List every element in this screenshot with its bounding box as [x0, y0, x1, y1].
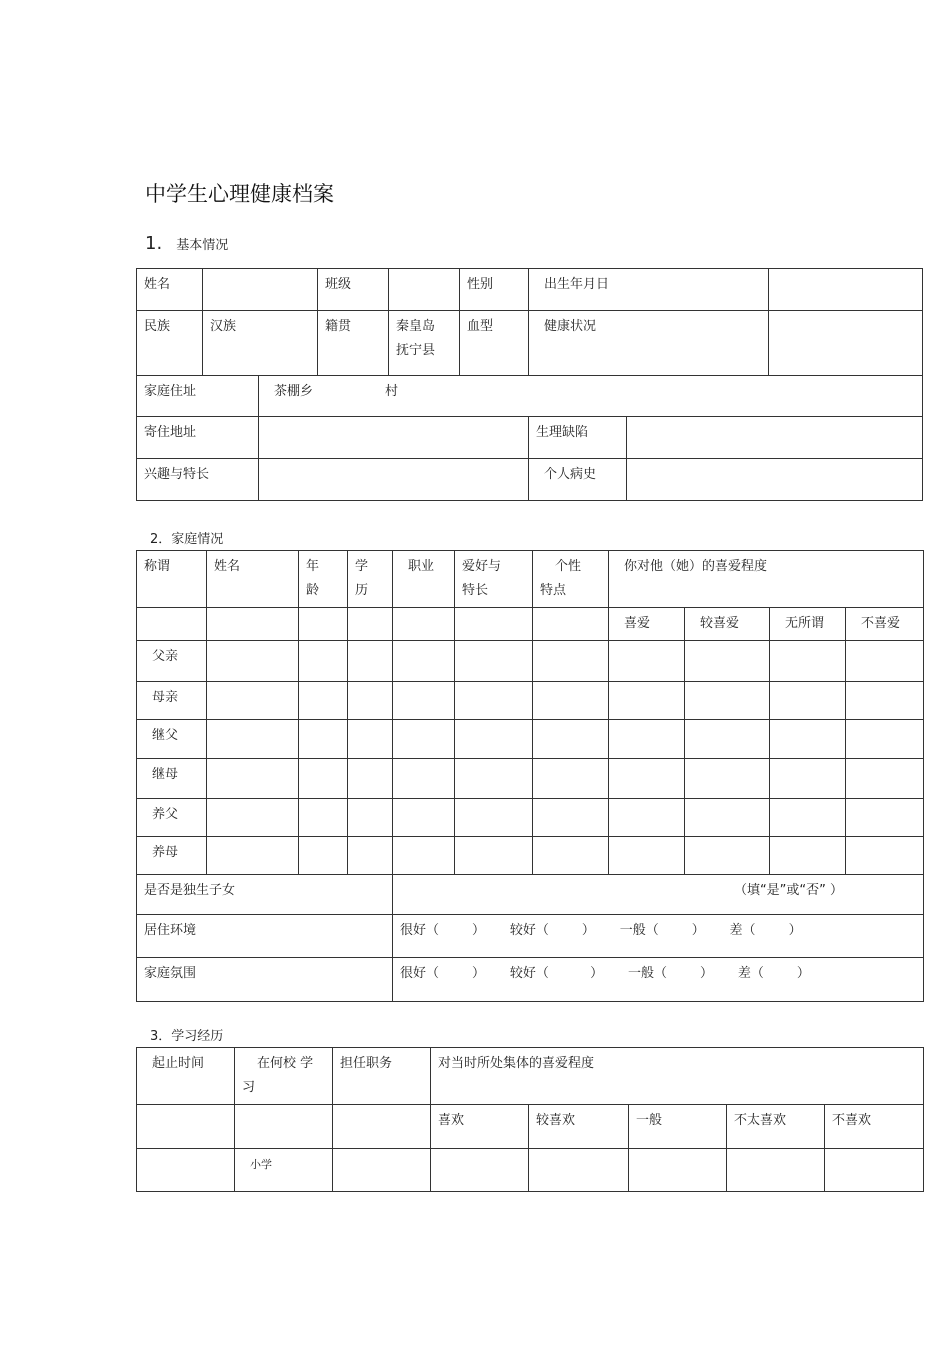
cell[interactable] — [207, 837, 299, 875]
col-education — [348, 551, 393, 608]
cell[interactable] — [685, 799, 770, 837]
blank-cell — [235, 1105, 333, 1149]
section-family-heading: 2．家庭情况 — [150, 532, 224, 547]
level-average: 一般 — [629, 1105, 727, 1149]
name-label: 姓名 — [137, 269, 203, 311]
relation-adoptive-father: 养父 — [137, 799, 207, 837]
cell[interactable] — [770, 759, 846, 799]
col-trait-line1: 个性 — [555, 559, 582, 574]
atmosphere-options[interactable]: 很好（ ） 较好（ ） 一般（ ） 差（ ） — [393, 958, 924, 1002]
col-fondness: 你对他（她）的喜爱程度 — [609, 551, 924, 608]
blood-label: 血型 — [460, 311, 529, 376]
cell[interactable] — [770, 682, 846, 720]
lodging-label: 寄住地址 — [137, 417, 259, 459]
cell[interactable] — [207, 759, 299, 799]
level-not-really-like: 不太喜欢 — [727, 1105, 825, 1149]
level-like: 喜爱 — [609, 608, 685, 641]
blank-cell — [393, 608, 455, 641]
cell[interactable] — [333, 1149, 431, 1192]
atmosphere-label: 家庭氛围 — [137, 958, 393, 1002]
cell[interactable] — [348, 682, 393, 720]
address-field[interactable] — [259, 376, 923, 417]
cell[interactable] — [348, 799, 393, 837]
cell[interactable] — [393, 759, 455, 799]
cell[interactable] — [770, 799, 846, 837]
section-number: 1. — [145, 233, 163, 254]
col-trait-line2: 特点 — [540, 583, 567, 598]
cell[interactable] — [770, 641, 846, 682]
primary-school[interactable]: 小学 — [235, 1149, 333, 1192]
cell[interactable] — [455, 641, 533, 682]
cell[interactable] — [609, 799, 685, 837]
section-label: 基本情况 — [176, 238, 229, 253]
origin-value[interactable] — [389, 311, 460, 376]
cell[interactable] — [299, 799, 348, 837]
history-label: 个人病史 — [529, 459, 627, 501]
blank-cell — [137, 1105, 235, 1149]
col-trait — [533, 551, 609, 608]
family-table — [136, 550, 924, 1002]
cell[interactable] — [727, 1149, 825, 1192]
cell[interactable] — [846, 641, 924, 682]
cell[interactable] — [455, 837, 533, 875]
cell[interactable] — [533, 682, 609, 720]
address-label: 家庭住址 — [137, 376, 259, 417]
cell[interactable] — [533, 641, 609, 682]
col-period: 起止时间 — [137, 1048, 235, 1105]
col-collective-fondness: 对当时所处集体的喜爱程度 — [431, 1048, 924, 1105]
defect-field[interactable] — [627, 417, 923, 459]
cell[interactable] — [770, 720, 846, 759]
cell[interactable] — [431, 1149, 529, 1192]
blank-cell — [348, 608, 393, 641]
cell[interactable] — [393, 641, 455, 682]
col-hobby-line2: 特长 — [462, 583, 489, 598]
blank-cell — [455, 608, 533, 641]
cell[interactable] — [299, 720, 348, 759]
cell[interactable] — [207, 682, 299, 720]
lodging-field[interactable] — [259, 417, 529, 459]
origin-city: 秦皇岛 — [396, 319, 436, 334]
birth-label: 出生年月日 — [529, 269, 769, 311]
blank-cell — [207, 608, 299, 641]
origin-county: 抚宁县 — [396, 343, 436, 358]
cell[interactable] — [846, 799, 924, 837]
gender-label: 性别 — [460, 269, 529, 311]
ethnic-value[interactable]: 汉族 — [203, 311, 318, 376]
cell[interactable] — [393, 837, 455, 875]
blank-cell — [299, 608, 348, 641]
cell[interactable] — [685, 759, 770, 799]
birth-field[interactable] — [769, 269, 923, 311]
col-school — [235, 1048, 333, 1105]
only-child-field[interactable]: （填“是”或“否” ） — [393, 875, 924, 915]
relation-adoptive-mother: 养母 — [137, 837, 207, 875]
address-town: 茶棚乡 — [274, 384, 314, 399]
col-role: 担任职务 — [333, 1048, 431, 1105]
level-like: 喜欢 — [431, 1105, 529, 1149]
defect-label: 生理缺陷 — [529, 417, 627, 459]
cell[interactable] — [299, 759, 348, 799]
col-age-line1: 年 — [306, 559, 320, 574]
col-education-line2: 历 — [355, 583, 369, 598]
cell[interactable] — [846, 720, 924, 759]
hobby-label: 兴趣与特长 — [137, 459, 259, 501]
basic-info-table — [136, 268, 923, 501]
cell[interactable] — [533, 759, 609, 799]
level-dislike: 不喜爱 — [846, 608, 924, 641]
page-title: 中学生心理健康档案 — [145, 182, 334, 206]
relation-mother: 母亲 — [137, 682, 207, 720]
class-field[interactable] — [389, 269, 460, 311]
col-age-line2: 龄 — [306, 583, 320, 598]
relation-father: 父亲 — [137, 641, 207, 682]
cell[interactable] — [207, 641, 299, 682]
cell[interactable] — [299, 641, 348, 682]
cell[interactable] — [685, 837, 770, 875]
cell[interactable] — [455, 682, 533, 720]
class-label: 班级 — [318, 269, 389, 311]
environment-options[interactable]: 很好（ ） 较好（ ） 一般（ ） 差（ ） — [393, 915, 924, 958]
health-field[interactable] — [769, 311, 923, 376]
name-field[interactable] — [203, 269, 318, 311]
level-fairly-like: 较喜爱 — [685, 608, 770, 641]
blank-cell — [333, 1105, 431, 1149]
health-label: 健康状况 — [529, 311, 769, 376]
cell[interactable] — [207, 799, 299, 837]
col-hobby-line1: 爱好与 — [462, 559, 502, 574]
cell[interactable] — [825, 1149, 924, 1192]
col-school-line1: 在何校 学 — [257, 1056, 314, 1071]
cell[interactable] — [629, 1149, 727, 1192]
environment-label: 居住环境 — [137, 915, 393, 958]
cell[interactable] — [348, 759, 393, 799]
cell[interactable] — [393, 720, 455, 759]
cell[interactable] — [137, 1149, 235, 1192]
address-village: 村 — [385, 384, 399, 399]
cell[interactable] — [609, 759, 685, 799]
cell[interactable] — [393, 682, 455, 720]
cell[interactable] — [685, 641, 770, 682]
cell[interactable] — [846, 682, 924, 720]
cell[interactable] — [348, 641, 393, 682]
cell[interactable] — [533, 799, 609, 837]
cell[interactable] — [846, 837, 924, 875]
cell[interactable] — [533, 837, 609, 875]
col-relation: 称谓 — [137, 551, 207, 608]
relation-stepmother: 继母 — [137, 759, 207, 799]
section-basic-heading — [145, 233, 228, 254]
history-field[interactable] — [627, 459, 923, 501]
level-dislike: 不喜欢 — [825, 1105, 924, 1149]
study-table — [136, 1047, 924, 1192]
cell[interactable] — [529, 1149, 629, 1192]
blank-cell — [533, 608, 609, 641]
level-fairly-like: 较喜欢 — [529, 1105, 629, 1149]
col-hobby — [455, 551, 533, 608]
cell[interactable] — [455, 720, 533, 759]
cell[interactable] — [770, 837, 846, 875]
cell[interactable] — [609, 641, 685, 682]
cell[interactable] — [609, 682, 685, 720]
cell[interactable] — [685, 720, 770, 759]
cell[interactable] — [685, 682, 770, 720]
cell[interactable] — [533, 720, 609, 759]
cell[interactable] — [393, 799, 455, 837]
cell[interactable] — [455, 759, 533, 799]
cell[interactable] — [609, 720, 685, 759]
cell[interactable] — [299, 682, 348, 720]
cell[interactable] — [846, 759, 924, 799]
col-age — [299, 551, 348, 608]
cell[interactable] — [348, 720, 393, 759]
cell[interactable] — [609, 837, 685, 875]
cell[interactable] — [207, 720, 299, 759]
ethnic-label: 民族 — [137, 311, 203, 376]
hobby-field[interactable] — [259, 459, 529, 501]
only-child-label: 是否是独生子女 — [137, 875, 393, 915]
section-study-heading: 3．学习经历 — [150, 1029, 224, 1044]
cell[interactable] — [455, 799, 533, 837]
col-school-line2: 习 — [242, 1080, 256, 1095]
level-indifferent: 无所谓 — [770, 608, 846, 641]
relation-stepfather: 继父 — [137, 720, 207, 759]
col-name: 姓名 — [207, 551, 299, 608]
col-education-line1: 学 — [355, 559, 369, 574]
cell[interactable] — [348, 837, 393, 875]
col-job: 职业 — [393, 551, 455, 608]
cell[interactable] — [299, 837, 348, 875]
origin-label: 籍贯 — [318, 311, 389, 376]
blank-cell — [137, 608, 207, 641]
